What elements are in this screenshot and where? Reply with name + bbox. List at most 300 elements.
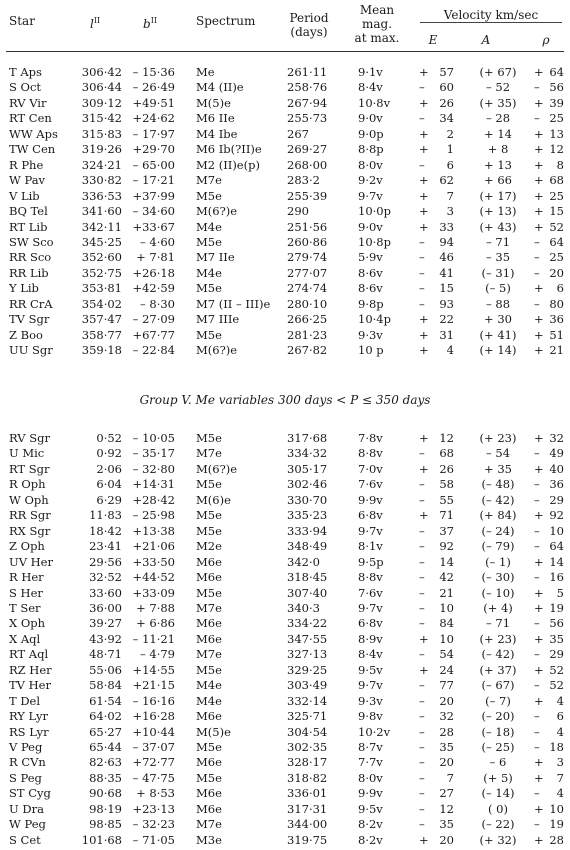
galactic-latitude: – 10·05: [132, 431, 175, 445]
table-row: [0, 127, 570, 142]
galactic-longitude: 39·27: [89, 616, 122, 631]
velocity-e: 54: [439, 647, 454, 662]
period: 255·73: [287, 111, 328, 126]
spectrum: M(6)e: [196, 492, 231, 507]
header-l-sup: II: [93, 16, 101, 25]
velocity-rho: 39: [549, 95, 564, 110]
galactic-longitude: 324·21: [81, 157, 122, 172]
velocity-a: (– 48): [481, 477, 515, 492]
period: 325·71: [287, 709, 328, 724]
velocity-rho: 4: [556, 693, 564, 708]
velocity-rho-sign: –: [534, 678, 540, 693]
velocity-e-sign: –: [419, 678, 425, 693]
table-row: [0, 601, 570, 616]
galactic-longitude: 341·60: [81, 204, 122, 219]
spectrum: M7e: [196, 446, 222, 461]
velocity-rho-sign: +: [534, 801, 544, 816]
spectrum: M7e: [196, 600, 222, 615]
star-name: TW Cen: [9, 142, 56, 157]
velocity-rho-sign: +: [534, 770, 544, 785]
galactic-longitude: 309·12: [81, 95, 122, 110]
table-row: [0, 343, 570, 358]
velocity-rho: 64: [549, 234, 564, 249]
velocity-rho: 52: [549, 219, 564, 234]
galactic-longitude: 357·47: [81, 312, 122, 327]
velocity-a: (+ 84): [479, 508, 517, 523]
galactic-latitude: +23·13: [132, 801, 175, 816]
star-name: T Ser: [9, 600, 41, 615]
galactic-latitude: +42·59: [132, 281, 175, 296]
table-row: [0, 740, 570, 755]
velocity-a: – 35: [485, 250, 511, 265]
mean-mag: 10·0p: [358, 204, 391, 219]
velocity-rho: 4: [556, 786, 564, 801]
period: 335·23: [287, 508, 328, 523]
period: 348·49: [287, 539, 328, 554]
galactic-longitude: 2·06: [96, 461, 122, 476]
table-row: [0, 678, 570, 693]
velocity-e: 31: [439, 327, 454, 342]
header-rho: ρ: [542, 33, 550, 47]
velocity-rho-sign: –: [534, 570, 540, 585]
velocity-a: – 71: [485, 234, 511, 249]
star-name: Z Boo: [9, 327, 43, 342]
velocity-e: 27: [439, 786, 454, 801]
velocity-rho: 56: [549, 616, 564, 631]
velocity-a: (+ 5): [483, 770, 513, 785]
table-row: [0, 312, 570, 327]
velocity-e-sign: –: [419, 770, 425, 785]
spectrum: M4e: [196, 265, 222, 280]
velocity-e-sign: +: [419, 631, 429, 646]
velocity-a: (– 31): [481, 265, 515, 280]
galactic-latitude: +33·50: [132, 554, 175, 569]
mean-mag: 8·2v: [358, 817, 383, 832]
period: 266·25: [287, 312, 328, 327]
velocity-e: 60: [439, 80, 454, 95]
spectrum: Me: [196, 65, 215, 79]
table-row: [0, 555, 570, 570]
velocity-rho-sign: –: [534, 296, 540, 311]
velocity-e-sign: –: [419, 157, 425, 172]
velocity-e: 10: [439, 600, 454, 615]
velocity-e: 28: [439, 724, 454, 739]
velocity-e-sign: –: [419, 492, 425, 507]
velocity-e-sign: –: [419, 234, 425, 249]
galactic-latitude: – 32·80: [132, 461, 175, 476]
mean-mag: 9·5v: [358, 801, 383, 816]
velocity-rho-sign: –: [534, 234, 540, 249]
galactic-latitude: – 17·21: [132, 173, 175, 188]
period: 347·55: [287, 631, 328, 646]
period: 317·68: [287, 431, 328, 445]
galactic-longitude: 36·00: [89, 600, 122, 615]
galactic-latitude: + 6·86: [136, 616, 175, 631]
velocity-a: (+ 37): [479, 662, 517, 677]
table-row: [0, 446, 570, 461]
mean-mag: 8·8v: [358, 570, 383, 585]
header-rule: [6, 51, 564, 52]
mean-mag: 9·3v: [358, 693, 383, 708]
galactic-longitude: 43·92: [89, 631, 122, 646]
velocity-rho-sign: –: [534, 523, 540, 538]
galactic-longitude: 32·52: [89, 570, 122, 585]
galactic-longitude: 98·19: [89, 801, 122, 816]
galactic-latitude: + 7·88: [136, 600, 175, 615]
velocity-rho: 20: [549, 265, 564, 280]
star-name: W Oph: [9, 492, 49, 507]
mean-mag: 9·8p: [358, 296, 384, 311]
mean-mag: 8·4v: [358, 647, 383, 662]
velocity-rho-sign: +: [534, 281, 544, 296]
period: 319·75: [287, 832, 328, 847]
galactic-latitude: – 17·97: [132, 126, 175, 141]
spectrum: M7 IIIe: [196, 312, 240, 327]
galactic-longitude: 354·02: [81, 296, 122, 311]
velocity-e: 94: [439, 234, 454, 249]
mean-mag: 9·0v: [358, 219, 383, 234]
velocity-a: – 54: [485, 446, 511, 461]
mean-mag: 9·7v: [358, 188, 383, 203]
period: 274·74: [287, 281, 328, 296]
star-name: V Peg: [9, 740, 43, 754]
mean-mag: 7·0v: [358, 461, 383, 476]
velocity-e-sign: +: [419, 343, 429, 358]
spectrum: M(5)e: [196, 95, 231, 110]
velocity-rho: 49: [549, 446, 564, 461]
velocity-e-sign: –: [419, 570, 425, 585]
velocity-rho-sign: +: [534, 142, 544, 157]
period: 261·11: [287, 65, 328, 79]
period: 328·17: [287, 755, 328, 770]
table-row: [0, 493, 570, 508]
star-name: V Lib: [9, 188, 40, 203]
galactic-latitude: +24·62: [132, 111, 175, 126]
star-name: RX Sgr: [9, 523, 51, 538]
spectrum: M6e: [196, 631, 222, 646]
table-row: [0, 158, 570, 173]
velocity-a: (– 25): [481, 740, 515, 754]
velocity-a: + 14: [484, 126, 512, 141]
velocity-e-sign: +: [419, 142, 429, 157]
table-row: [0, 802, 570, 817]
velocity-e: 20: [439, 755, 454, 770]
table-row: [0, 477, 570, 492]
galactic-latitude: +14·55: [132, 662, 175, 677]
period: 330·70: [287, 492, 328, 507]
velocity-e-sign: –: [419, 250, 425, 265]
table-row: [0, 328, 570, 343]
mean-mag: 7·8v: [358, 431, 383, 445]
star-name: X Oph: [9, 616, 46, 631]
velocity-a: ( 0): [488, 801, 508, 816]
galactic-latitude: – 34·60: [132, 204, 175, 219]
velocity-rho: 15: [549, 204, 564, 219]
velocity-e-sign: –: [419, 523, 425, 538]
velocity-rho-sign: –: [534, 446, 540, 461]
galactic-longitude: 90·68: [89, 786, 122, 801]
galactic-longitude: 101·68: [81, 832, 122, 847]
spectrum: M5e: [196, 431, 222, 445]
star-name: W Peg: [9, 817, 46, 832]
mean-mag: 7·7v: [358, 755, 383, 770]
star-name: S Oct: [9, 80, 42, 95]
velocity-e: 20: [439, 693, 454, 708]
velocity-a: (– 14): [481, 786, 515, 801]
mean-mag: 9·0p: [358, 126, 384, 141]
star-name: RR Sco: [9, 250, 52, 265]
galactic-latitude: +14·31: [132, 477, 175, 492]
galactic-longitude: 33·60: [89, 585, 122, 600]
velocity-e-sign: +: [419, 65, 429, 79]
velocity-e: 7: [446, 188, 454, 203]
galactic-latitude: – 22·84: [132, 343, 175, 358]
galactic-longitude: 306·44: [81, 80, 122, 95]
table-row: [0, 771, 570, 786]
star-name: Z Oph: [9, 539, 45, 554]
group-v-title: Group V. Me variables 300 days < P ≤ 350 days: [139, 393, 431, 407]
mean-mag: 8·0v: [358, 157, 383, 172]
velocity-rho-sign: +: [534, 188, 544, 203]
velocity-rho: 25: [549, 188, 564, 203]
star-name: X Aql: [9, 631, 41, 646]
mean-mag: 10·4p: [358, 312, 391, 327]
spectrum: M5e: [196, 508, 222, 523]
velocity-rho: 68: [549, 173, 564, 188]
period: 281·23: [287, 327, 328, 342]
mean-mag: 9·0v: [358, 111, 383, 126]
velocity-rho: 36: [549, 477, 564, 492]
mean-mag: 8·0v: [358, 770, 383, 785]
velocity-a: + 66: [484, 173, 512, 188]
mean-mag: 10·2v: [358, 724, 391, 739]
velocity-a: (+ 32): [479, 832, 517, 847]
velocity-rho: 52: [549, 662, 564, 677]
galactic-latitude: – 27·09: [132, 312, 175, 327]
mean-mag: 8·6v: [358, 281, 383, 296]
spectrum: M7e: [196, 817, 222, 832]
table-row: [0, 524, 570, 539]
galactic-longitude: 345·25: [81, 234, 122, 249]
period: 267·94: [287, 95, 328, 110]
galactic-longitude: 11·83: [89, 508, 122, 523]
table-row: [0, 142, 570, 157]
galactic-longitude: 6·04: [96, 477, 122, 492]
galactic-latitude: – 11·21: [132, 631, 175, 646]
velocity-rho-sign: +: [534, 662, 544, 677]
velocity-a: (+ 13): [479, 204, 517, 219]
spectrum: M(5)e: [196, 724, 231, 739]
velocity-rho-sign: +: [534, 327, 544, 342]
mean-mag: 5·9v: [358, 250, 383, 265]
galactic-longitude: 98·85: [89, 817, 122, 832]
period: 307·40: [287, 585, 328, 600]
velocity-a: + 35: [484, 461, 512, 476]
galactic-latitude: +37·99: [132, 188, 175, 203]
spectrum: M(6?)e: [196, 461, 238, 476]
galactic-latitude: +67·77: [132, 327, 175, 342]
star-name: Y Lib: [9, 281, 39, 296]
table-row: [0, 235, 570, 250]
star-name: RT Cen: [9, 111, 52, 126]
velocity-rho: 18: [549, 740, 564, 754]
star-name: RR CrA: [9, 296, 53, 311]
velocity-rho: 10: [549, 801, 564, 816]
velocity-e-sign: +: [419, 832, 429, 847]
velocity-rho-sign: –: [534, 539, 540, 554]
velocity-rho: 6: [556, 281, 564, 296]
spectrum: M6e: [196, 570, 222, 585]
velocity-e: 24: [439, 662, 454, 677]
velocity-e-sign: +: [419, 204, 429, 219]
velocity-e-sign: +: [419, 461, 429, 476]
table-row: [0, 632, 570, 647]
star-name: RY Lyr: [9, 709, 48, 724]
period: 334·32: [287, 446, 328, 461]
spectrum: M5e: [196, 770, 222, 785]
velocity-rho: 40: [549, 461, 564, 476]
spectrum: M4 Ibe: [196, 126, 238, 141]
velocity-a: (– 24): [481, 523, 515, 538]
galactic-longitude: 23·41: [89, 539, 122, 554]
table-row: [0, 833, 570, 848]
mean-mag: 8·9v: [358, 631, 383, 646]
star-name: SW Sco: [9, 234, 54, 249]
star-name: RV Sgr: [9, 431, 50, 445]
velocity-e-sign: –: [419, 693, 425, 708]
spectrum: M5e: [196, 281, 222, 296]
table-row: [0, 570, 570, 585]
table-row: [0, 266, 570, 281]
spectrum: M2e: [196, 539, 222, 554]
velocity-rho-sign: –: [534, 265, 540, 280]
galactic-longitude: 315·83: [81, 126, 122, 141]
star-name: R Oph: [9, 477, 46, 492]
table-row: [0, 462, 570, 477]
spectrum: M5e: [196, 234, 222, 249]
velocity-rho: 16: [549, 570, 564, 585]
velocity-rho-sign: +: [534, 126, 544, 141]
header-velocity: Velocity km/sec: [443, 8, 539, 22]
velocity-rho: 80: [549, 296, 564, 311]
galactic-latitude: +33·09: [132, 585, 175, 600]
velocity-e: 34: [439, 111, 454, 126]
velocity-e: 20: [439, 832, 454, 847]
velocity-rho: 4: [556, 724, 564, 739]
star-name: U Dra: [9, 801, 44, 816]
header-star: Star: [9, 14, 35, 28]
velocity-e: 26: [439, 461, 454, 476]
velocity-rho-sign: +: [534, 461, 544, 476]
star-name: RV Vir: [9, 95, 47, 110]
table-row: [0, 539, 570, 554]
velocity-e-sign: +: [419, 508, 429, 523]
star-name: TV Her: [9, 678, 51, 693]
galactic-latitude: – 32·23: [132, 817, 175, 832]
star-name: U Mic: [9, 446, 45, 461]
velocity-rho-sign: –: [534, 786, 540, 801]
galactic-longitude: 6·29: [96, 492, 122, 507]
table-row: [0, 80, 570, 95]
mean-mag: 6·8v: [358, 616, 383, 631]
spectrum: M5e: [196, 740, 222, 754]
velocity-e: 58: [439, 477, 454, 492]
table-row: [0, 220, 570, 235]
mean-mag: 7·6v: [358, 585, 383, 600]
velocity-e: 92: [439, 539, 454, 554]
velocity-a: – 52: [485, 80, 511, 95]
star-name: W Pav: [9, 173, 46, 188]
table-row: [0, 250, 570, 265]
galactic-latitude: +10·44: [132, 724, 175, 739]
table-row: [0, 647, 570, 662]
galactic-latitude: – 35·17: [132, 446, 175, 461]
table-row: [0, 817, 570, 832]
header-mag-1: Mean: [359, 3, 395, 17]
spectrum: M4e: [196, 219, 222, 234]
spectrum: M5e: [196, 585, 222, 600]
velocity-a: (– 20): [481, 709, 515, 724]
velocity-rho-sign: +: [534, 631, 544, 646]
galactic-longitude: 315·42: [81, 111, 122, 126]
velocity-rho: 28: [549, 832, 564, 847]
galactic-latitude: – 65·00: [132, 157, 175, 172]
velocity-e-sign: –: [419, 801, 425, 816]
galactic-latitude: +44·52: [132, 570, 175, 585]
velocity-e: 37: [439, 523, 454, 538]
velocity-rho-sign: +: [534, 95, 544, 110]
mean-mag: 10·8v: [358, 95, 391, 110]
velocity-rho-sign: –: [534, 616, 540, 631]
header-b-sup: II: [150, 16, 158, 25]
velocity-a: (– 42): [481, 647, 515, 662]
star-name: R Phe: [9, 157, 44, 172]
galactic-longitude: 358·77: [81, 327, 122, 342]
velocity-e: 3: [446, 204, 454, 219]
period: 344·00: [287, 817, 328, 832]
velocity-e-sign: +: [419, 327, 429, 342]
velocity-e-sign: +: [419, 173, 429, 188]
period: 336·01: [287, 786, 328, 801]
header-period-2: (days): [290, 25, 328, 39]
star-name: S Cet: [9, 832, 41, 847]
velocity-rho-sign: –: [534, 477, 540, 492]
star-name: UV Her: [9, 554, 53, 569]
velocity-e-sign: +: [419, 126, 429, 141]
mean-mag: 9·9v: [358, 492, 383, 507]
velocity-e: 6: [446, 157, 454, 172]
star-name: ST Cyg: [9, 786, 51, 801]
velocity-rho-sign: +: [534, 600, 544, 615]
velocity-e-sign: –: [419, 446, 425, 461]
velocity-rho-sign: +: [534, 755, 544, 770]
velocity-a: (– 30): [481, 570, 515, 585]
galactic-longitude: 55·06: [89, 662, 122, 677]
table-row: [0, 111, 570, 126]
period: 303·49: [287, 678, 328, 693]
galactic-latitude: – 16·16: [132, 693, 175, 708]
velocity-a: (– 79): [481, 539, 515, 554]
velocity-a: (+ 23): [479, 631, 517, 646]
star-name: S Peg: [9, 770, 42, 785]
galactic-latitude: – 47·75: [132, 770, 175, 785]
velocity-e: 10: [439, 631, 454, 646]
table-row: [0, 297, 570, 312]
mean-mag: 9·9v: [358, 786, 383, 801]
velocity-e-sign: –: [419, 281, 425, 296]
velocity-a: (+ 4): [483, 600, 513, 615]
velocity-rho: 7: [556, 770, 564, 785]
